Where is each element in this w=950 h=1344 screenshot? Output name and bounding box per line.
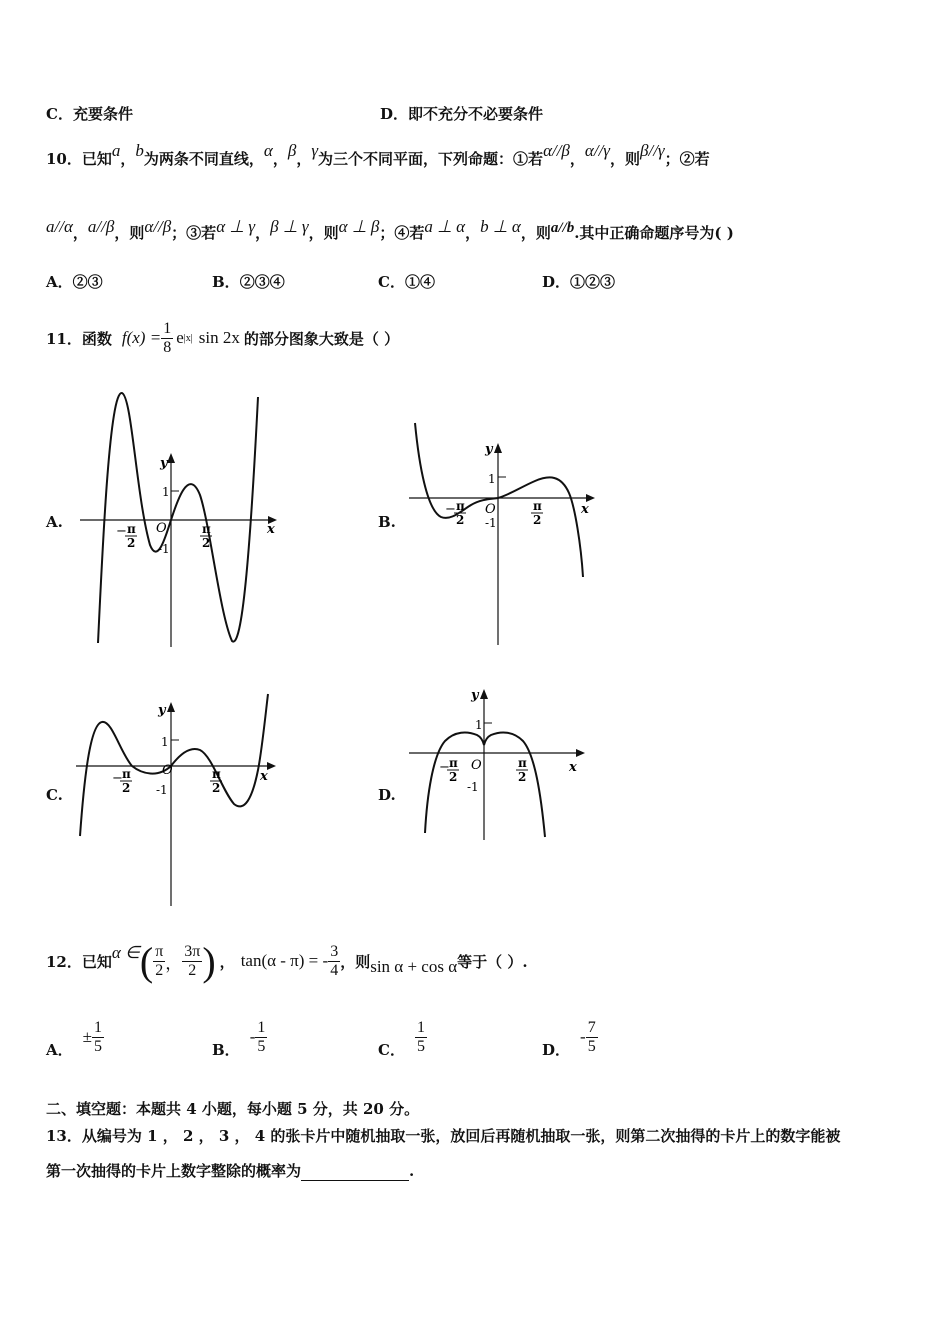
sep: ，	[72, 224, 88, 242]
q13-line-2	[46, 1160, 414, 1181]
q12-option-d	[542, 1014, 598, 1060]
y-axis-arrow	[167, 702, 175, 712]
label-x: x	[267, 522, 275, 537]
label-origin: O	[485, 502, 496, 517]
option-text: ①②③	[570, 273, 616, 291]
option-text: ①④	[404, 273, 435, 291]
math-gamma: γ	[311, 141, 319, 160]
math-sin-plus-cos: sin α + cos α	[370, 957, 458, 976]
label-minus-sign: −	[112, 771, 123, 786]
q12-option-b	[212, 1014, 267, 1060]
label-pi: π	[456, 499, 465, 513]
option-letter: B．	[212, 273, 240, 291]
label-x: x	[569, 760, 577, 775]
math-beta-perp-gamma: β ⊥ γ	[270, 217, 309, 236]
label-pi: π	[202, 522, 211, 536]
sign: -	[249, 1027, 256, 1046]
math-beta-par-gamma: β//γ	[640, 141, 665, 160]
label-one: 1	[475, 718, 483, 732]
numerator: 3π	[184, 942, 201, 960]
text: ，则	[340, 952, 371, 971]
denominator: 8	[163, 338, 172, 356]
denominator: 2	[155, 961, 164, 979]
sign: -	[580, 1027, 586, 1046]
label-minus-one: -1	[467, 780, 479, 794]
y-axis-arrow	[480, 689, 488, 699]
label-pi: π	[533, 499, 542, 513]
denominator: 5	[257, 1037, 266, 1055]
y-axis-arrow	[494, 443, 502, 453]
q10-option-b	[212, 271, 285, 292]
math-alpha-in: α ∈	[111, 943, 140, 962]
numerator: 3	[330, 942, 339, 960]
graph-d-curve	[425, 733, 545, 837]
y-axis-arrow	[167, 453, 175, 463]
text: 为三个不同平面，下列命题：①若	[318, 150, 544, 168]
numerator: 1	[163, 319, 172, 337]
text: ，则	[308, 224, 339, 242]
math-fx: f(x) =	[121, 328, 162, 347]
math-alpha-par-gamma: α//γ	[584, 141, 610, 160]
label-y: y	[485, 442, 493, 457]
math-e: e	[176, 328, 184, 347]
label-one: 1	[162, 485, 170, 499]
q10-number: 10．已知	[46, 150, 112, 168]
text: .其中正确命题序号为( )	[574, 224, 734, 242]
graph-c-svg	[72, 690, 282, 910]
label-two: 2	[212, 781, 221, 795]
q13-line-1: 13．从编号为 1 ， 2 ， 3 ， 4 的张卡片中随机抽取一张，放回后再随机抽取一张，则第二次抽得的卡片上的数字能被	[46, 1127, 841, 1145]
graph-label-d: D.	[378, 786, 396, 804]
math-alpha-par-beta: α//β	[144, 217, 172, 236]
text: ，则	[520, 224, 551, 242]
label-two: 2	[202, 536, 211, 550]
graph-label-a: A.	[46, 513, 63, 531]
q11-number: 11．函数	[46, 329, 112, 348]
label-x: x	[581, 502, 589, 517]
answer-blank[interactable]	[301, 1166, 409, 1181]
text: 等于（ ）.	[457, 952, 528, 971]
math-a: a	[111, 141, 121, 160]
text: 为两条不同直线，	[143, 150, 264, 168]
fraction-3-4	[328, 943, 340, 980]
text: ，则	[114, 224, 145, 242]
q10-line-2	[46, 217, 734, 243]
graph-a-svg	[70, 385, 285, 650]
math-alpha-perp-gamma: α ⊥ γ	[216, 217, 256, 236]
label-x: x	[260, 769, 268, 784]
sep: ，	[296, 150, 312, 168]
math-tan: tan(α - π) = -	[240, 951, 329, 970]
x-axis-arrow	[576, 749, 585, 757]
fraction	[255, 1019, 267, 1056]
label-two: 2	[456, 513, 465, 527]
label-two: 2	[518, 770, 527, 784]
graph-a-curve	[98, 393, 258, 643]
paren-right: )	[202, 938, 216, 984]
text: ，则	[610, 150, 641, 168]
sep: ，	[120, 150, 136, 168]
label-two: 2	[449, 770, 458, 784]
math-abs-x: |x|	[183, 332, 193, 344]
option-letter: A．	[46, 273, 73, 291]
math-a-perp-alpha: a ⊥ α	[424, 217, 466, 236]
q11-stem	[46, 315, 399, 361]
text: ；③若	[171, 224, 217, 242]
paren-left: (	[139, 938, 154, 984]
graph-d	[405, 685, 600, 845]
label-y: y	[160, 456, 168, 471]
label-two: 2	[533, 513, 542, 527]
q10-option-c	[378, 271, 435, 292]
text: 第一次抽得的卡片上数字整除的概率为	[46, 1162, 302, 1180]
label-minus-one: -1	[485, 516, 497, 530]
option-letter: C．	[378, 273, 405, 291]
fraction-one-eighth	[161, 320, 173, 357]
label-origin: O	[471, 758, 482, 773]
graph-b-svg	[405, 415, 600, 650]
math-b-perp-alpha: b ⊥ α	[480, 217, 521, 236]
label-pi: π	[449, 756, 458, 770]
q12-option-a	[46, 1014, 104, 1060]
denominator: 5	[587, 1037, 596, 1055]
math-a-par-beta: a//β	[87, 217, 115, 236]
fraction-pi-2	[153, 943, 165, 980]
denominator: 5	[416, 1037, 425, 1055]
label-pi: π	[518, 756, 527, 770]
option-letter: D．	[542, 273, 571, 291]
math-a-par-b: a//b	[550, 220, 575, 236]
math-sin2x: sin 2x	[198, 328, 240, 347]
section-2-title: 二、填空题：本题共 4 小题，每小题 5 分，共 20 分。	[46, 1100, 420, 1118]
denominator: 2	[188, 961, 197, 979]
option-text: ②③④	[239, 273, 285, 291]
math-alpha: α	[263, 141, 273, 160]
option-letter: C．	[378, 1041, 405, 1059]
graph-d-svg	[405, 685, 600, 845]
option-letter: B．	[212, 1041, 240, 1059]
text: ；④若	[379, 224, 425, 242]
graph-label-b: B.	[378, 513, 396, 531]
q10-option-a	[46, 271, 103, 292]
label-origin: O	[156, 521, 167, 536]
option-letter: D．	[380, 105, 409, 123]
fraction-3pi-2	[182, 943, 202, 980]
sep: ，	[255, 224, 271, 242]
numerator: 1	[93, 1018, 102, 1036]
sep: ，	[165, 953, 183, 973]
label-y: y	[158, 703, 166, 718]
q10-option-d	[542, 271, 615, 292]
numerator: 1	[257, 1018, 266, 1036]
q9-option-c	[46, 103, 133, 124]
denominator: 5	[93, 1037, 102, 1055]
math-beta: β	[287, 141, 297, 160]
label-pi: π	[122, 767, 131, 781]
math-alpha-perp-beta: α ⊥ β	[338, 217, 380, 236]
label-minus-sign: −	[116, 524, 127, 539]
option-letter: D．	[542, 1041, 571, 1059]
label-origin: O	[162, 763, 173, 778]
denominator: 4	[330, 961, 339, 979]
math-b: b	[135, 141, 144, 160]
label-minus-one: -1	[156, 783, 168, 797]
label-two: 2	[127, 536, 136, 550]
x-axis-arrow	[586, 494, 595, 502]
sep: ，	[465, 224, 481, 242]
q10-line-1	[46, 141, 710, 169]
label-minus-one: -1	[158, 542, 170, 556]
sep: ，	[569, 150, 585, 168]
option-text: 充要条件	[72, 105, 133, 123]
graph-a	[70, 385, 285, 650]
fraction	[586, 1019, 598, 1056]
q12-option-c	[378, 1014, 427, 1060]
fraction	[415, 1019, 427, 1056]
sep: ，	[272, 150, 288, 168]
text: ；②若	[664, 150, 710, 168]
q12-number: 12．已知	[46, 952, 112, 971]
numerator: π	[155, 942, 164, 960]
label-one: 1	[161, 735, 169, 749]
numerator: 7	[587, 1018, 596, 1036]
label-pi: π	[127, 522, 136, 536]
q12-stem: 12．已知 α ∈ ( $\frac{\pi}{2}$ ， $\frac{3\pi}{2}$ ) ， tan(α - π) = - $\frac{3}{4}$ ，则 sin α + cos α 等于（ ）.	[46, 938, 528, 984]
option-letter: C．	[46, 105, 73, 123]
period: .	[409, 1162, 415, 1180]
fraction	[92, 1019, 104, 1056]
label-one: 1	[488, 472, 496, 486]
label-minus-sign: −	[445, 502, 456, 517]
graph-label-c: C.	[46, 786, 63, 804]
graph-c	[72, 690, 282, 910]
q9-option-d	[380, 103, 543, 124]
option-letter: A．	[46, 1041, 73, 1059]
math-alpha-par-beta: α//β	[543, 141, 570, 160]
option-text: ②③	[72, 273, 103, 291]
sign: ±	[82, 1027, 92, 1046]
label-y: y	[471, 688, 479, 703]
option-text: 即不充分不必要条件	[408, 105, 544, 123]
graph-b	[405, 415, 600, 650]
label-minus-sign: −	[439, 760, 450, 775]
label-pi: π	[212, 767, 221, 781]
math-a-par-alpha: a//α	[46, 217, 73, 236]
text: 的部分图象大致是（ ）	[243, 329, 400, 348]
label-two: 2	[122, 781, 131, 795]
numerator: 1	[416, 1018, 425, 1036]
x-axis-arrow	[267, 762, 276, 770]
graph-c-curve	[80, 694, 268, 836]
